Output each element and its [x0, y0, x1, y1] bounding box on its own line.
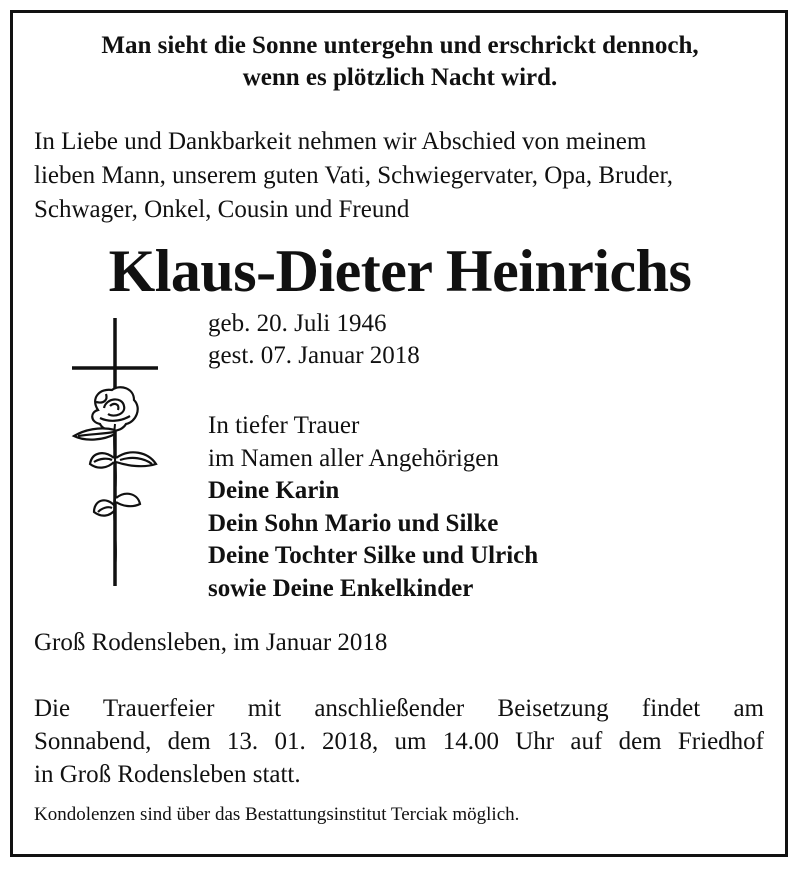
mourner-name: Deine Karin — [208, 477, 340, 504]
service-line-2: Sonnabend, dem 13. 01. 2018, um 14.00 Uhr auf dem Friedhof — [34, 728, 764, 755]
cross-with-rose-icon — [60, 318, 170, 588]
motto-line-2: wenn es plötzlich Nacht wird. — [242, 64, 558, 91]
condolence-note: Kondolenzen sind über das Bestattungsinstitut Terciak möglich. — [34, 804, 520, 825]
death-date: gest. 07. Januar 2018 — [208, 342, 420, 369]
service-line-1: Die Trauerfeier mit anschließender Beisetzung findet am — [34, 695, 764, 722]
life-dates — [208, 308, 420, 372]
intro-line-3: Schwager, Onkel, Cousin und Freund — [34, 196, 410, 223]
mourning-line-2: im Namen aller Angehörigen — [208, 444, 499, 472]
intro-text — [34, 125, 774, 227]
intro-line-1: In Liebe und Dankbarkeit nehmen wir Abschied von meinem — [34, 128, 647, 155]
intro-line-2: lieben Mann, unserem guten Vati, Schwiegervater, Opa, Bruder, — [34, 162, 674, 189]
funeral-service-info — [34, 692, 764, 791]
mourners-block — [208, 410, 538, 605]
place-and-date: Groß Rodensleben, im Januar 2018 — [34, 629, 388, 656]
mourner-name: Dein Sohn Mario und Silke — [208, 509, 499, 537]
deceased-name: Klaus-Dieter Heinrichs — [108, 238, 692, 304]
mourner-name: sowie Deine Enkelkinder — [208, 574, 474, 602]
motto-line-1: Man sieht die Sonne untergehn und erschrickt dennoch, — [101, 32, 699, 59]
mourner-name: Deine Tochter Silke und Ulrich — [208, 542, 539, 569]
service-line-3: in Groß Rodensleben statt. — [34, 761, 301, 788]
birth-date: geb. 20. Juli 1946 — [208, 310, 387, 337]
mourning-line-1: In tiefer Trauer — [208, 412, 360, 439]
